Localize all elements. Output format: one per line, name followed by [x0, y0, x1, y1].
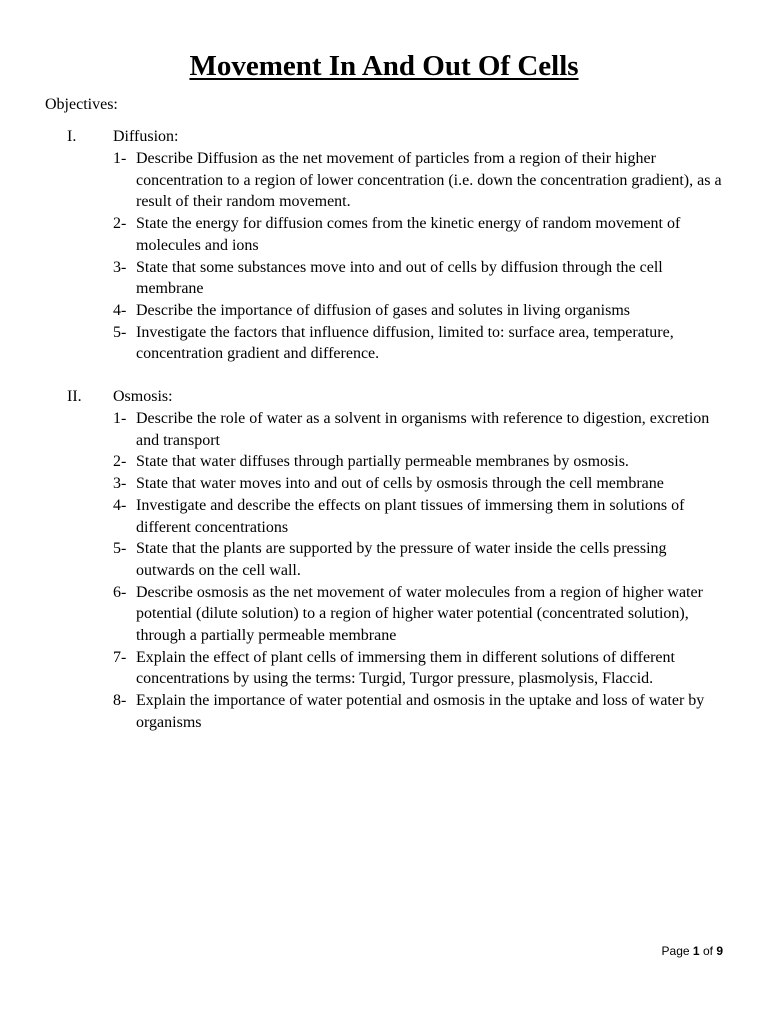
item-text: State the energy for diffusion comes from the kinetic energy of random movement of molecules and ions [136, 215, 681, 254]
list-item [0, 451, 768, 473]
section-heading [0, 126, 768, 148]
list-item [0, 582, 768, 647]
section-heading [0, 386, 768, 408]
item-text: Investigate and describe the effects on plant tissues of immersing them in solutions of different concentrations [136, 496, 685, 536]
list-item [0, 300, 768, 322]
item-number: 4- [113, 496, 127, 514]
item-text: Describe osmosis as the net movement of water molecules from a region of higher water potential (dilute solution) to a region of higher water potential (concentrated solution), through a partially permeable membrane [136, 583, 703, 645]
item-number: 7- [113, 648, 127, 666]
section-numeral: I. [67, 128, 77, 145]
item-text: Describe Diffusion as the net movement of particles from a region of their higher concentration to a region of lower concentration (i.e. down the concentration gradient), as a result of their random movement. [136, 150, 722, 211]
of-label: of [702, 944, 713, 958]
list-item [0, 473, 768, 495]
section-numeral: II. [67, 388, 82, 405]
item-number: 5- [113, 323, 127, 341]
section-osmosis [0, 386, 768, 734]
item-number: 3- [113, 258, 127, 276]
item-text: State that the plants are supported by the pressure of water inside the cells pressing outwards on the cell wall. [136, 540, 667, 579]
list-item [0, 647, 768, 690]
item-text: State that some substances move into and out of cells by diffusion through the cell membrane [136, 258, 663, 298]
list-item [0, 690, 768, 733]
item-number: 4- [113, 301, 127, 319]
list-item [0, 148, 768, 213]
item-number: 6- [113, 583, 127, 601]
item-number: 1- [113, 410, 127, 427]
page-title: Movement In And Out Of Cells [189, 50, 579, 82]
list-item [0, 322, 768, 365]
item-number: 1- [113, 150, 127, 167]
list-item [0, 538, 768, 581]
item-number: 8- [113, 692, 127, 710]
list-item [0, 257, 768, 300]
item-text: State that water diffuses through partially permeable membranes by osmosis. [136, 453, 629, 471]
item-text: Investigate the factors that influence diffusion, limited to: surface area, temperature, concentration gradient and difference. [136, 323, 674, 363]
item-text: Explain the importance of water potential and osmosis in the uptake and loss of water by organisms [136, 692, 705, 731]
page-total: 9 [716, 944, 723, 958]
page-label: Page [661, 944, 690, 958]
item-number: 5- [113, 540, 127, 558]
list-item [0, 408, 768, 451]
page-number [662, 943, 723, 959]
item-number: 3- [113, 475, 127, 493]
item-number: 2- [113, 215, 127, 233]
item-text: State that water moves into and out of cells by osmosis through the cell membrane [136, 475, 664, 493]
item-text: Describe the importance of diffusion of gases and solutes in living organisms [136, 301, 630, 319]
section-title: Diffusion: [113, 128, 179, 145]
list-item [0, 495, 768, 538]
item-text: Explain the effect of plant cells of immersing them in different solutions of different concentrations by using the terms: Turgid, Turgor pressure, plasmolysis, Flaccid. [136, 648, 675, 688]
section-diffusion [0, 126, 768, 365]
item-text: Describe the role of water as a solvent in organisms with reference to digestion, excretion and transport [136, 410, 710, 449]
section-title: Osmosis: [113, 388, 173, 405]
item-number: 2- [113, 453, 127, 471]
list-item [0, 213, 768, 256]
page-current: 1 [692, 944, 700, 958]
objectives-label: Objectives: [45, 96, 118, 113]
